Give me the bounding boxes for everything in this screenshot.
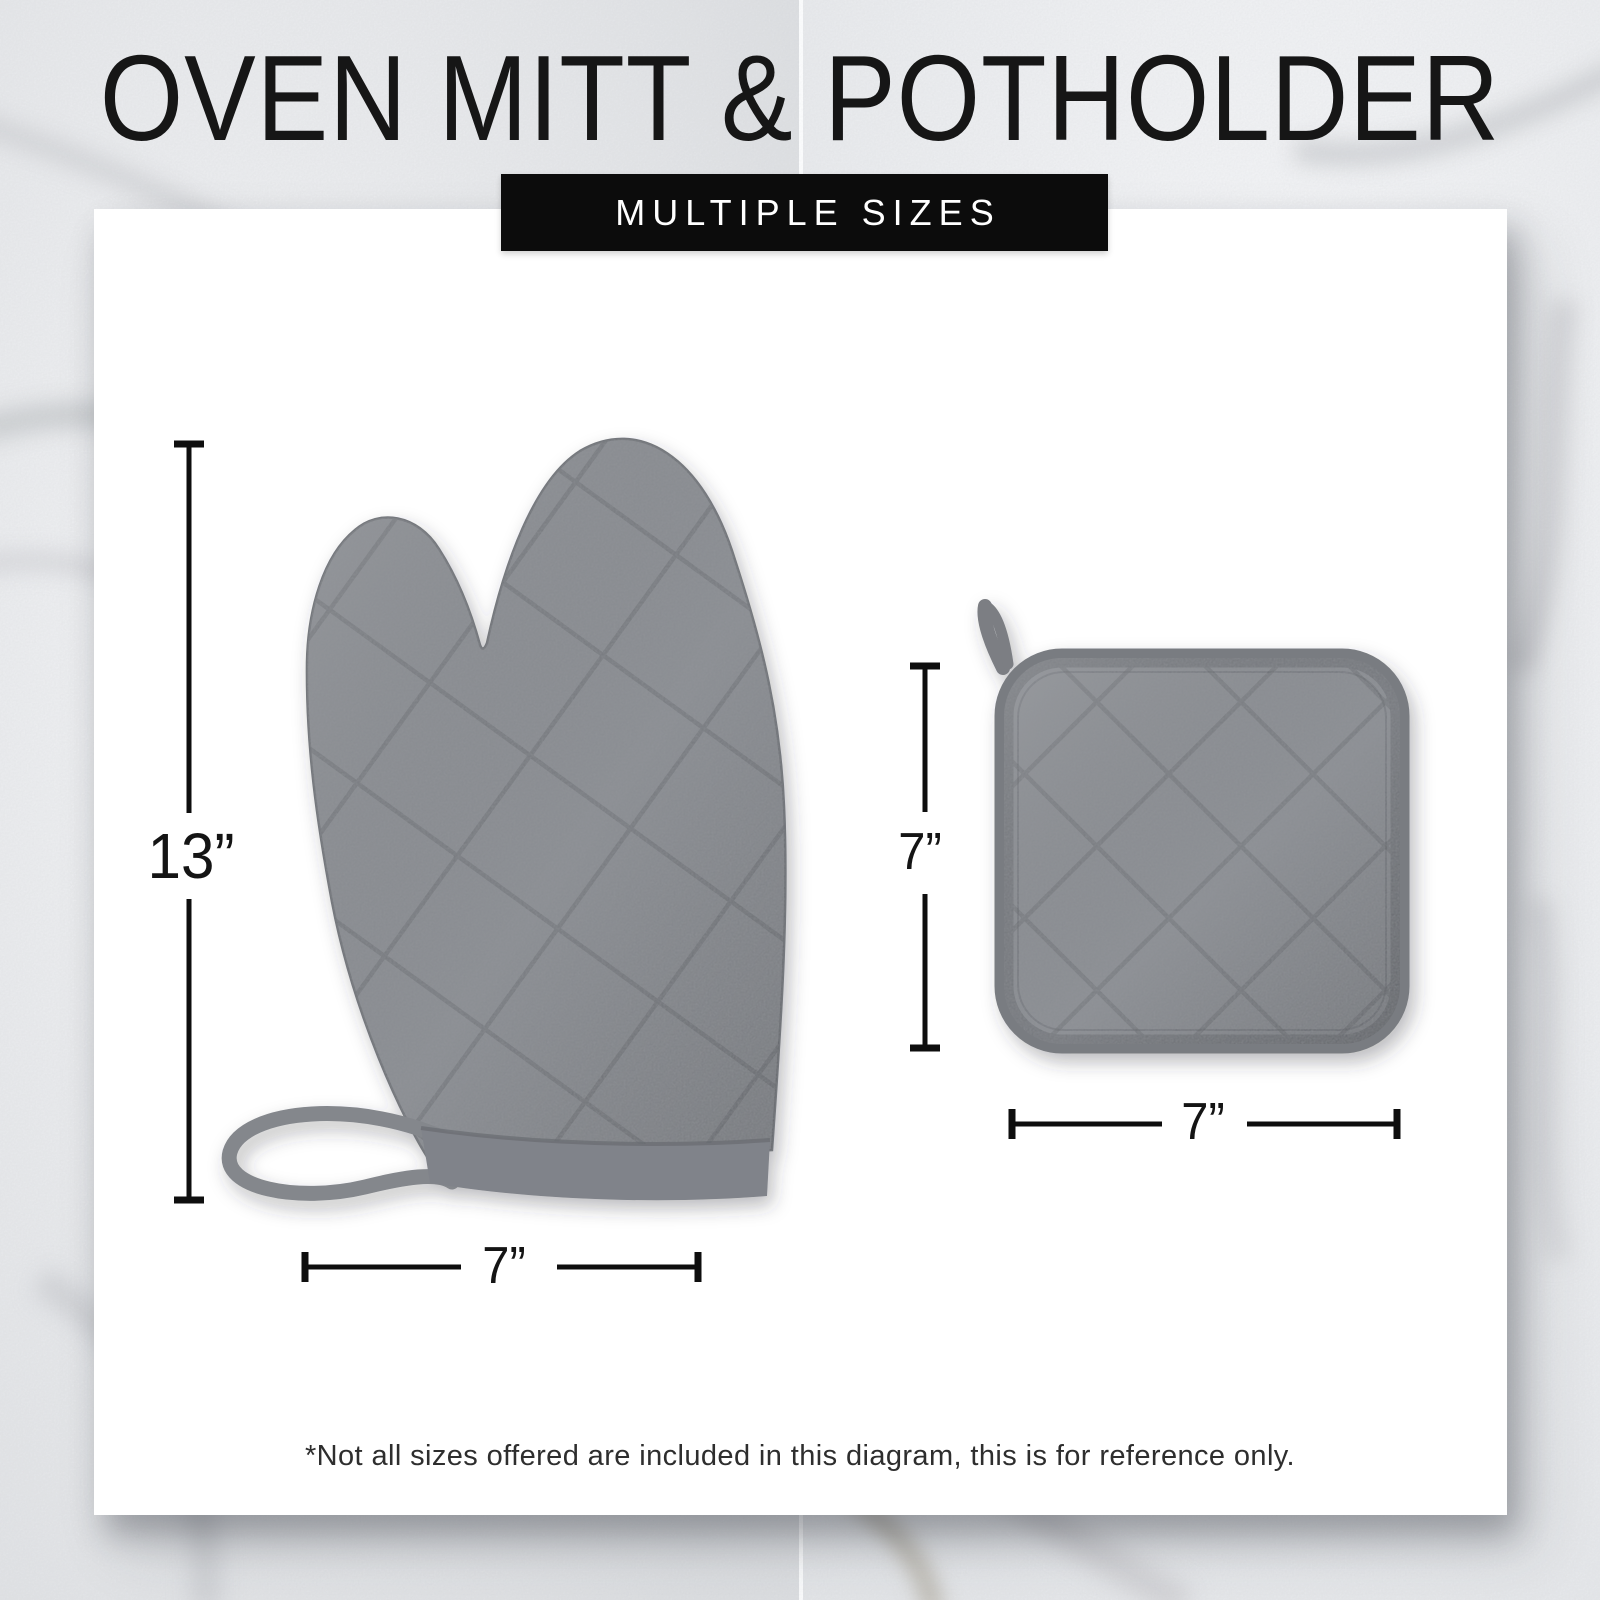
mitt-height-label: 13” xyxy=(147,820,235,892)
potholder-width-label: 7” xyxy=(1181,1093,1225,1151)
page-title: OVEN MITT & POTHOLDER xyxy=(99,30,1501,166)
sizes-badge-label: MULTIPLE SIZES xyxy=(615,191,1001,233)
product-diagram-card xyxy=(94,209,1507,1515)
mitt-width-label: 7” xyxy=(482,1237,526,1295)
footnote: *Not all sizes offered are included in this diagram, this is for reference only. xyxy=(304,1440,1295,1472)
sizes-badge xyxy=(501,174,1108,251)
potholder-height-label: 7” xyxy=(898,823,942,881)
